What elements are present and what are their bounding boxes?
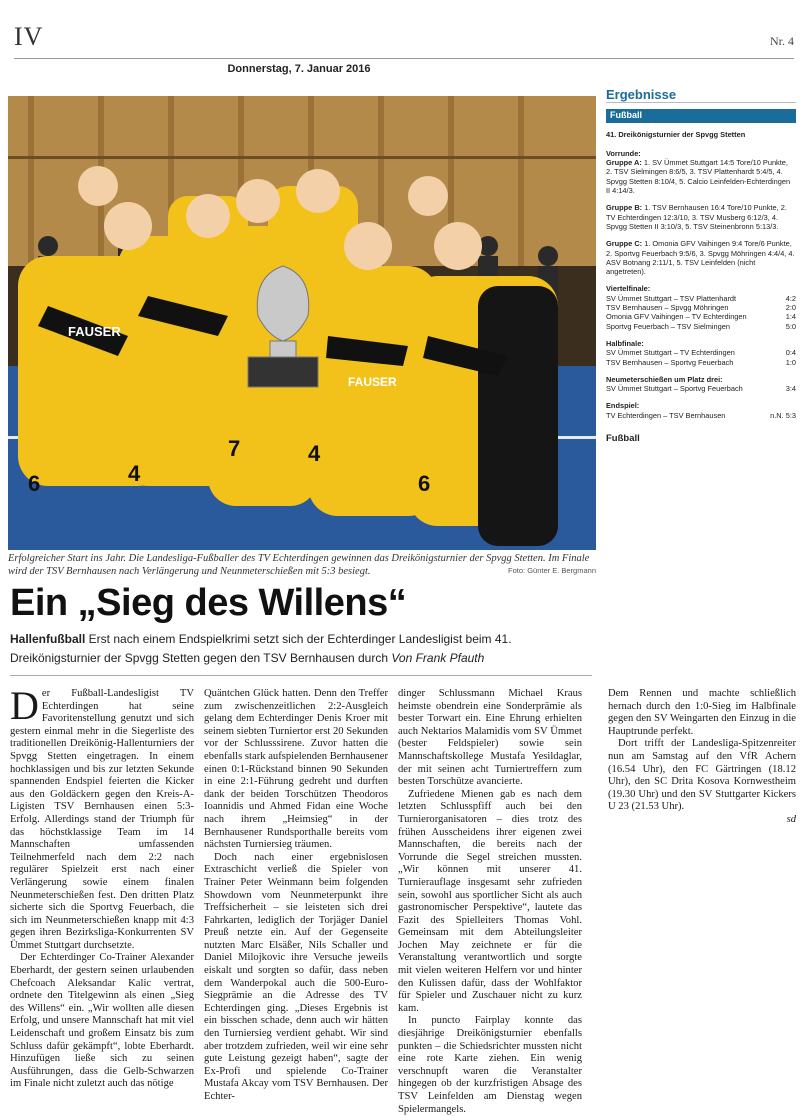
round-title: Halbfinale: xyxy=(606,338,644,348)
article-paragraph: Zufriedene Mienen gab es nach dem letzten Schlusspfiff auch bei den Turnierorganisatoren – dies trotz des frühen Ausscheidens ihrer eigenen zwei Mannschaften, die bereits nach der Vorrunde die Segel streichen mussten. „Wir können mit unserer 41. Turnierauflage insgesamt sehr zufrieden sein, sowohl aus sportlicher Sicht als auch gastronomischer Perspektive“, lautete das Fazit des Spielleiters Thomas Vohl. Gemeinsam mit dem Abteilungsleiter Jochen May zeichnete er für die Veranstaltung verantwortlich und sorgte mit vielen weiteren Helfern vor und hinter den Kulissen dafür, dass der Wohlfaktor für Spieler und Zuschauer nicht zu kurz kam. xyxy=(398,788,582,1014)
article-paragraph: Dem Rennen und machte schließlich hernach durch den 1:0-Sieg im Halbfinale gegen den SV Weingarten den Einzug in die Hauptrunde perfekt. xyxy=(608,688,796,737)
svg-text:4: 4 xyxy=(128,461,141,486)
svg-text:6: 6 xyxy=(418,471,431,496)
match-row: SV Ümmet Stuttgart – Sportvg Feuerbach 3:4 xyxy=(606,384,796,394)
match-row: Sportvg Feuerbach – TSV Sielmingen 5:0 xyxy=(606,321,796,331)
final-block xyxy=(606,401,796,420)
match-row: SV Ümmet Stuttgart – TV Echterdingen 0:4 xyxy=(606,348,796,358)
page-number: Nr. 4 xyxy=(770,34,794,48)
svg-text:4: 4 xyxy=(308,441,321,466)
sidebar-category: Fußball xyxy=(606,109,796,122)
group-results: 1. TSV Bernhausen 16:4 Tore/10 Punkte, 2. TV Echterdingen 12:3/10, 3. TSV Musberg 6:12/3, 4. Spvgg Stetten II 3:10/3, 5. TSV Steinenbronn 5:13/3. xyxy=(606,203,787,231)
round-title: Endspiel: xyxy=(606,401,640,411)
section-number: IV xyxy=(14,22,44,51)
article-column-3 xyxy=(398,688,582,1116)
drop-cap: D xyxy=(10,683,39,728)
article-paragraph: Dort trifft der Landesliga-Spitzenreiter nun am Samstag auf den VfR Achern (16.54 Uhr), den FC Gärtringen (18.12 Uhr), den SC Drita Kosova Kornwestheim (19.30 Uhr) und den SV Stuttgarter Kickers U 23 (21.53 Uhr). xyxy=(608,738,796,813)
svg-text:6: 6 xyxy=(28,471,41,496)
sponsor-text: FAUSER xyxy=(68,324,121,339)
tournament-title: 41. Dreikönigsturnier der Spvgg Stetten xyxy=(606,129,746,139)
match-row: TSV Bernhausen – Sportvg Feuerbach 1:0 xyxy=(606,357,796,367)
article-paragraph: In puncto Fairplay konnte das diesjährige Dreikönigsturnier ebenfalls punkten – die Schiedsrichter mussten nicht eine rote Karte ziehen. Ein wenig verschnupft waren die Veranstalter hingegen ob der kurzfristigen Absage des TSV Leinfelden am Dienstag wegen Spielermangels. xyxy=(398,1015,582,1115)
group-label: Gruppe C: xyxy=(606,239,643,249)
svg-text:7: 7 xyxy=(228,436,241,461)
article-paragraph: Der Echterdinger Co-Trainer Alexander Eberhardt, der gestern seinen urlaubenden Chefcoach Aleksandar Kalic vertrat, ordnete den Titelgewinn als einen „Sieg des Willens“ ein. „Wir wollten alle diesen Erfolg, und unsere Mannschaft hat mit viel Leidenschaft und großem Einsatz bis zum Schluss dafür gekämpft“, lobte Eberhardt. Hinzufügen ließe sich zu seinen Ausführungen, dass die Gelb-Schwarzen im Finale nicht zuletzt auch das nötige xyxy=(10,952,194,1090)
article-paragraph: dinger Schlussmann Michael Kraus heimste obendrein eine Sonderprämie als bester Torwart ein. Eine Ehrung erhielten auch Nektarios Malamidis vom SV Ümmet (bester Feldspieler) sowie sein Mannschaftskollege Mustafa Yesildaglar, der mit seinen acht Turniertreffern zum besten Torschütze avancierte. xyxy=(398,688,582,788)
headline: Ein „Sieg des Willens“ xyxy=(10,582,407,624)
group-label: Gruppe B: xyxy=(606,203,643,213)
author-signature: sd xyxy=(786,813,796,825)
issue-date: Donnerstag, 7. Januar 2016 xyxy=(227,63,371,75)
kicker: Hallenfußball xyxy=(10,632,86,646)
quarterfinal-block xyxy=(606,284,796,330)
header-rule xyxy=(14,58,794,59)
photo-credit: Foto: Günter E. Bergmann xyxy=(508,566,596,575)
round-title: Viertelfinale: xyxy=(606,284,651,294)
prelim-title: Vorrunde: xyxy=(606,148,641,158)
article-paragraph: Quäntchen Glück hatten. Denn den Treffer zum zwischenzeitlichen 2:2-Ausgleich gelang dem Echterdinger Denis Kroer mit seinem siebten Turniertor erst 20 Sekunden vor der Schlusssirene. Zuvor hatten die ebenfalls stark aufspielenden Bernhausener einen 0:1-Rückstand binnen 90 Sekunden in eine 2:1-Führung gedreht und durften dank der beiden Torschützen Theodoros Ioannidis und Ahmed Fidan eine Woche nach ihrem „Heimsieg“ in der Bernhausener Rundsporthalle bereits vom nächsten Turniersieg träumen. xyxy=(204,688,388,851)
third-place-block xyxy=(606,375,796,394)
group-results: 1. Omonia GFV Vaihingen 9:4 Tore/6 Punkte, 2. Sportvg Feuerbach 9:5/6, 3. Spvgg Möhringen 4:4/4, 4. ASV Botnang 2:11/1, 5. TSV Leinfelden (nicht angetreten). xyxy=(606,239,795,277)
match-row: TV Echterdingen – TSV Bernhausen n.N. 5:3 xyxy=(606,410,796,420)
photo-caption: Erfolgreicher Start ins Jahr. Die Landesliga-Fußballer des TV Echterdingen gewinnen das Dreikönigsturnier der Spvgg Stetten. Im Finale wird der TSV Bernhausen nach Verlängerung und Neunmeterschießen mit 5:3 besiegt. xyxy=(8,553,590,577)
semifinal-block xyxy=(606,339,796,367)
match-row: TSV Bernhausen – Spvgg Möhringen 2:0 xyxy=(606,303,796,313)
article-column-4 xyxy=(608,688,796,827)
match-row: Omonia GFV Vaihingen – TV Echterdingen 1:4 xyxy=(606,312,796,322)
byline: Von Frank Pfauth xyxy=(391,651,485,665)
article-paragraph: Doch nach einer ergebnislosen Extraschicht verließ die Spieler von Trainer Peter Weinmann beim folgenden Showdown vom Neunmeterpunkt ihre Treffsicherheit – sie leisteten sich drei Fahrkarten, lediglich der Torjäger Daniel Preuß netzte ein. Auf der Gegenseite nutzten Marc Elsäßer, Nils Schaller und Daniel Milojkovic ihre Versuche jeweils eiskalt und sorgten so dafür, dass neben dem Wanderpokal auch die 500-Euro-Siegprämie an die Adresse des TV Echterdingen ging. „Dieses Ergebnis ist ein bisschen schade, denn auch wir hätten den Turniersieg verdient gehabt. Wir sind aber trotzdem zufrieden, weil wir eine sehr gute Leistung gezeigt haben“, sagte der Ex-Profi und spielende Co-Trainer Mustafa Akcay vom TSV Bernhausen. Der Echter- xyxy=(204,851,388,1102)
group-results: 1. SV Ümmet Stuttgart 14:5 Tore/10 Punkte, 2. TSV Sielmingen 8:6/5, 3. TSV Plattenhardt 5:4/5, 4. Spvgg Stetten 8:10/4, 5. Calcio Leinfelden-Echterdingen II 4:14/3. xyxy=(606,158,791,196)
team-photo xyxy=(8,96,596,550)
sidebar-heading: Ergebnisse xyxy=(606,90,796,103)
prelim-block xyxy=(606,149,796,195)
deck xyxy=(10,630,590,668)
round-title: Neumeterschießen um Platz drei: xyxy=(606,374,723,384)
article-paragraph: Der Fußball-Landesligist TV Echterdingen hat seine Favoritenstellung genutzt und sich gestern einmal mehr in die Siegerliste des traditionellen Dreikönig-Hallenturniers der Spvgg Stetten eingetragen. In einem hochklassigen und bis zur letzten Sekunde spannenden Endspiel feierten die Kicker aus den Goldäckern gegen den Kreis-A-Ligisten TSV Bernhausen einen 5:3-Erfolg. Allerdings stand der Triumph für das höchstklassige Team im 14 Mannschaften umfassenden Teilnehmerfeld nach dem 2:2 nach regulärer Spielzeit erst nach einer Verlängerung sowie einem finalen Neunmeterschießen fest. Den dritten Platz sicherte sich die Sportvg Feuerbach, die sich im Neunmeterschießen knapp mit 4:3 gegen ihren Bezirksliga-Konkurrenten SV Ümmet Stuttgart durchsetzte. xyxy=(10,683,194,951)
article-column-2 xyxy=(204,688,388,1104)
sidebar-footer: Fußball xyxy=(606,433,640,445)
deck-text: Erst nach einem Endspielkrimi setzt sich der Echterdinger Landesligist beim 41. Dreikönigsturnier der Spvgg Stetten gegen den TSV Bernhausen durch xyxy=(10,632,512,665)
results-sidebar xyxy=(606,87,796,445)
match-row: SV Ümmet Stuttgart – TSV Plattenhardt 4:2 xyxy=(606,293,796,303)
deck-rule xyxy=(10,675,592,676)
article-column-1 xyxy=(10,683,194,1091)
group-label: Gruppe A: xyxy=(606,158,642,168)
sponsor-text: FAUSER xyxy=(348,375,397,389)
